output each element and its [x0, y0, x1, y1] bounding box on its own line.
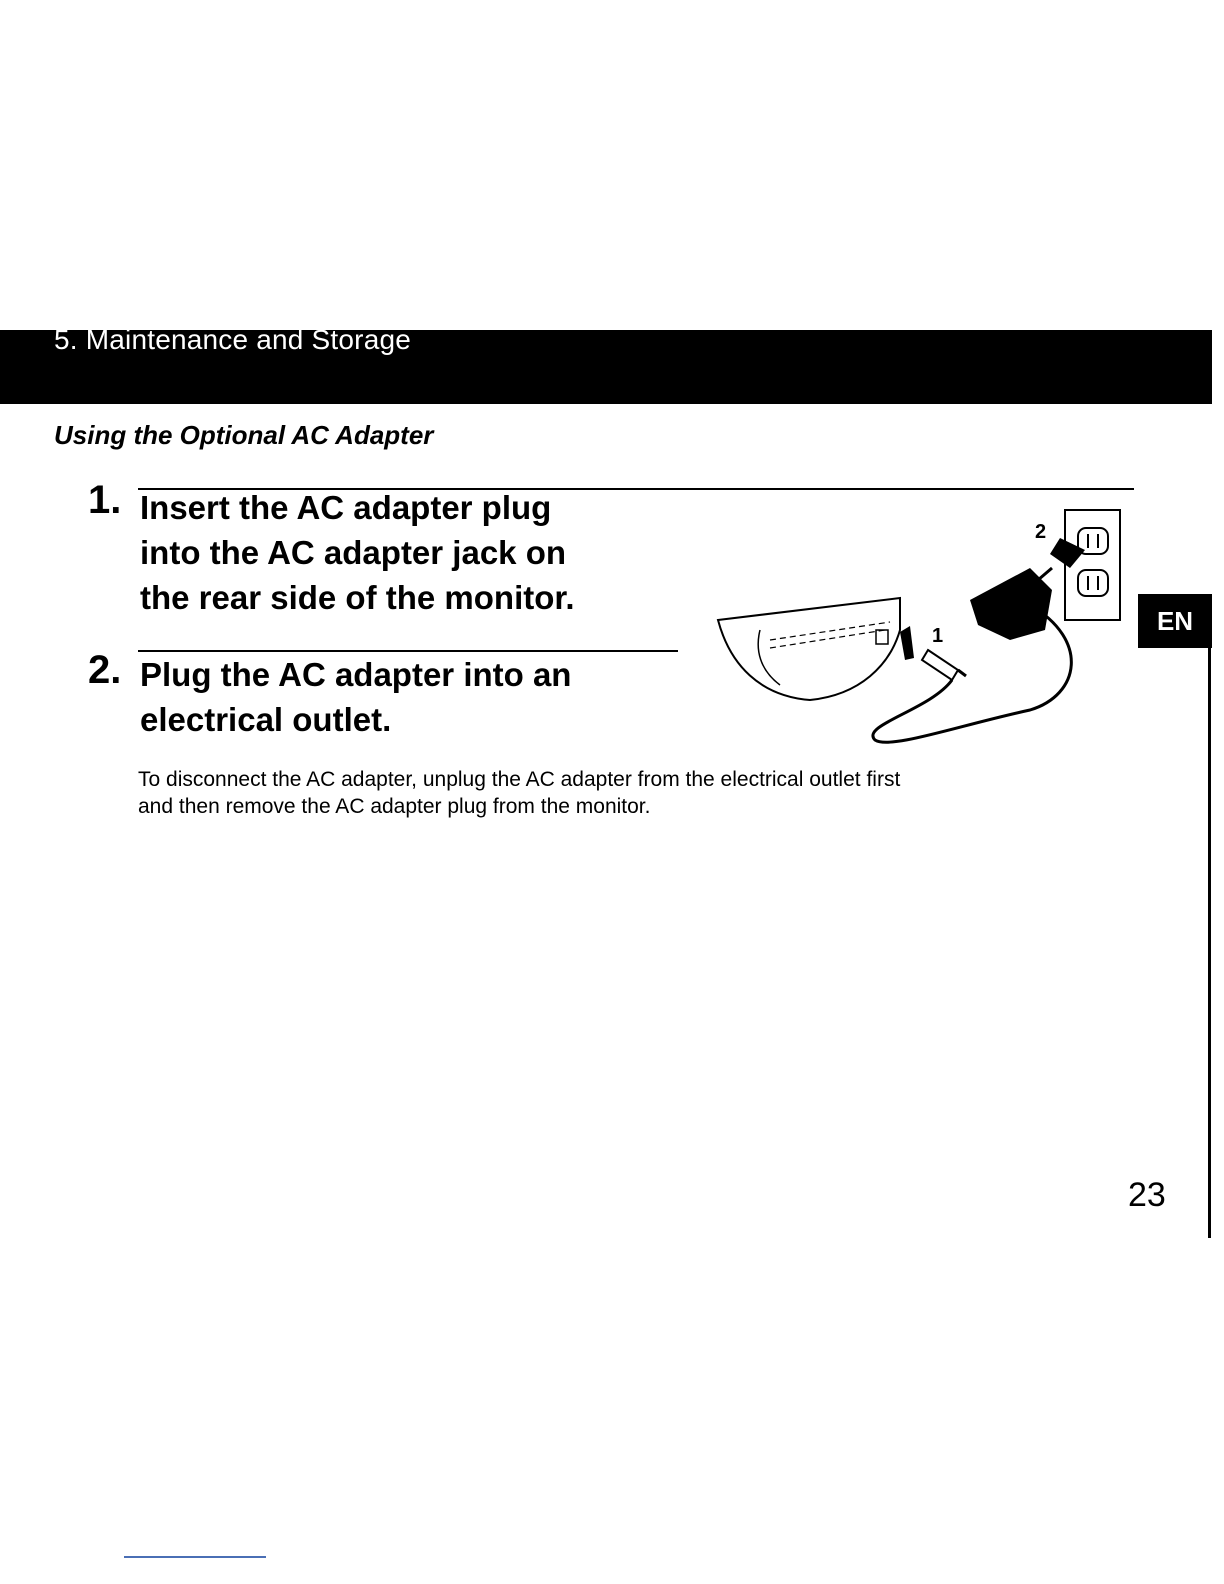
callout-1-label: 1 — [932, 625, 944, 647]
disconnect-note — [138, 766, 1118, 820]
footer-rule — [124, 1556, 266, 1558]
monitor-drawing — [718, 598, 900, 700]
wall-outlet-drawing — [1065, 510, 1120, 620]
step-2-text — [140, 652, 660, 742]
note-line-1: To disconnect the AC adapter, unplug the AC adapter from the electrical outlet first — [138, 768, 901, 791]
language-tab: EN — [1138, 594, 1212, 648]
note-line-2: and then remove the AC adapter plug from the monitor. — [138, 795, 651, 818]
step-1-line-1: Insert the AC adapter plug — [140, 489, 552, 526]
step-1-text — [140, 485, 660, 620]
page-edge-bar — [1208, 648, 1211, 1238]
section-heading: Using the Optional AC Adapter — [54, 420, 434, 450]
page-number: 23 — [1128, 1176, 1166, 1214]
step-2-number: 2. — [88, 648, 122, 692]
section-title: 5. Maintenance and Storage — [54, 324, 412, 355]
step-1-line-2: into the AC adapter jack on — [140, 534, 567, 571]
callout-2-label: 2 — [1035, 521, 1047, 543]
ac-adapter-illustration — [700, 490, 1140, 750]
ac-adapter-block-drawing — [970, 568, 1052, 640]
step-2-line-2: electrical outlet. — [140, 701, 392, 738]
step-1-number: 1. — [88, 478, 122, 522]
step-2-line-1: Plug the AC adapter into an — [140, 656, 572, 693]
step-1-line-3: the rear side of the monitor. — [140, 579, 575, 616]
